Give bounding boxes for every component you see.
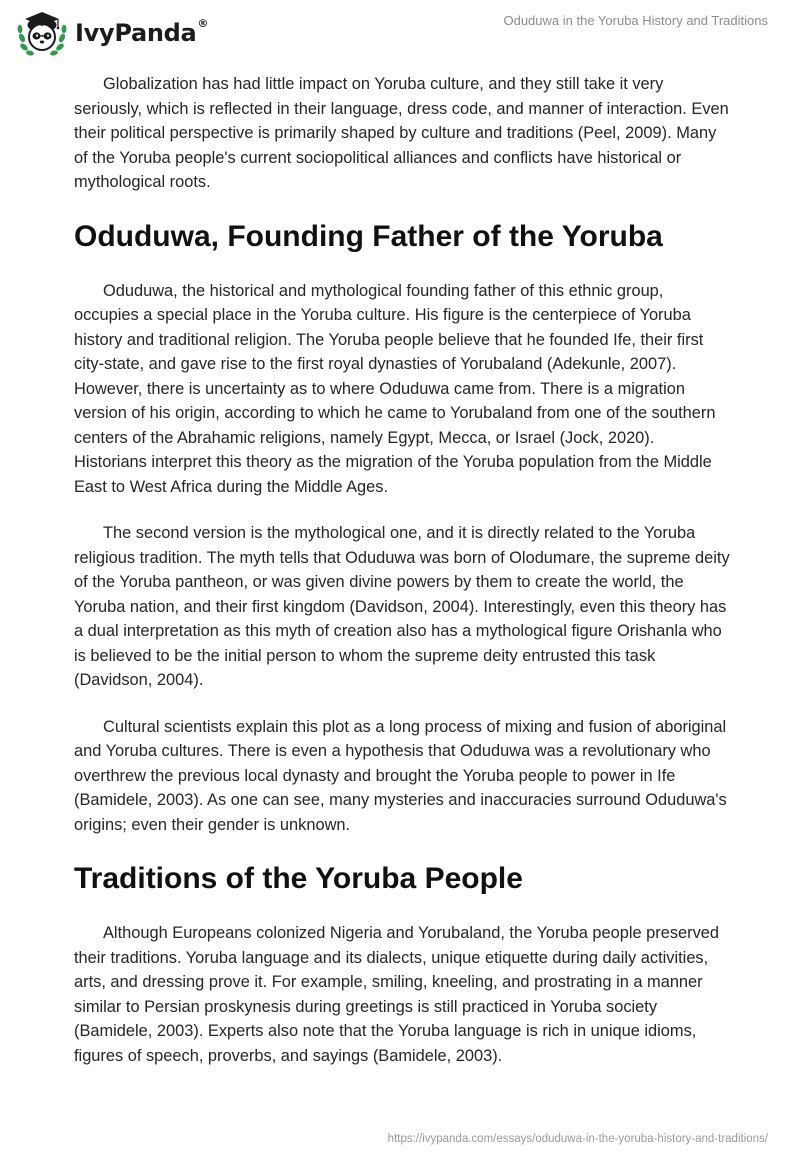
registered-mark: ® xyxy=(197,17,209,30)
paragraph: Cultural scientists explain this plot as a long process of mixing and fusion of aboriginal and Yoruba cultures. There is even a hypothesis that Oduduwa was a revolutionary who overthrew the previous local dynasty and brought the Yoruba people to power in Ife (Bamidele, 2003). As one can see, many mysteries and inaccuracies surround Oduduwa's origins; even their gender is unknown. xyxy=(74,717,727,834)
intro-paragraph: Globalization has had little impact on Yoruba culture, and they still take it very seriously, which is reflected in their language, dress code, and manner of interaction. Even their political perspective is primarily shaped by culture and traditions (Peel, 2009). Many of the Yoruba people's current sociopolitical alliances and conflicts have historical or mythological roots. xyxy=(74,75,729,191)
section-heading-oduduwa: Oduduwa, Founding Father of the Yoruba xyxy=(74,219,663,253)
essay-content xyxy=(74,72,730,1090)
paragraph: The second version is the mythological one, and it is directly related to the Yoruba religious tradition. The myth tells that Oduduwa was born of Olodumare, the supreme deity of the Yoruba pantheon, or was given divine powers by them to create the world, the Yoruba nation, and their first kingdom (Davidson, 2004). Interestingly, even this theory has a dual interpretation as this myth of creation also has a mythological figure Orishanla who is believed to be the initial person to whom the supreme deity entrusted this task (Davidson, 2004). xyxy=(74,524,730,689)
paragraph: Oduduwa, the historical and mythological founding father of this ethnic group, occupies a special place in the Yoruba culture. His figure is the centerpiece of Yoruba history and traditional religion. The Yoruba people believe that he founded Ife, their first city-state, and gave rise to the first royal dynasties of Yorubaland (Adekunle, 2007). However, there is uncertainty as to where Oduduwa came from. There is a migration version of his origin, according to which he came to Yorubaland from one of the southern centers of the Abrahamic religions, namely Egypt, Mecca, or Israel (Jock, 2020). Historians interpret this theory as the migration of the Yoruba population from the Middle East to West Africa during the Middle Ages. xyxy=(74,281,716,496)
brand-name-text: IvyPanda xyxy=(75,19,197,47)
ivypanda-logo[interactable] xyxy=(15,8,208,58)
section-heading-traditions: Traditions of the Yoruba People xyxy=(74,862,523,895)
brand-name xyxy=(75,19,208,47)
document-title: Oduduwa in the Yoruba History and Traditions xyxy=(503,13,768,28)
source-url[interactable]: https://ivypanda.com/essays/oduduwa-in-the-yoruba-history-and-traditions/ xyxy=(387,1133,768,1145)
paragraph: Although Europeans colonized Nigeria and Yorubaland, the Yoruba people preserved their traditions. Yoruba language and its dialects, unique etiquette during daily activities, arts, and dressing prove it. For example, smiling, kneeling, and prostrating in a manner similar to Persian proskynesis during greetings is still practiced in Yoruba society (Bamidele, 2003). Experts also note that the Yoruba language is rich in unique idioms, figures of speech, proverbs, and sayings (Bamidele, 2003). xyxy=(74,924,720,1065)
page-header xyxy=(0,0,800,66)
panda-graduate-logo-icon xyxy=(15,8,69,58)
